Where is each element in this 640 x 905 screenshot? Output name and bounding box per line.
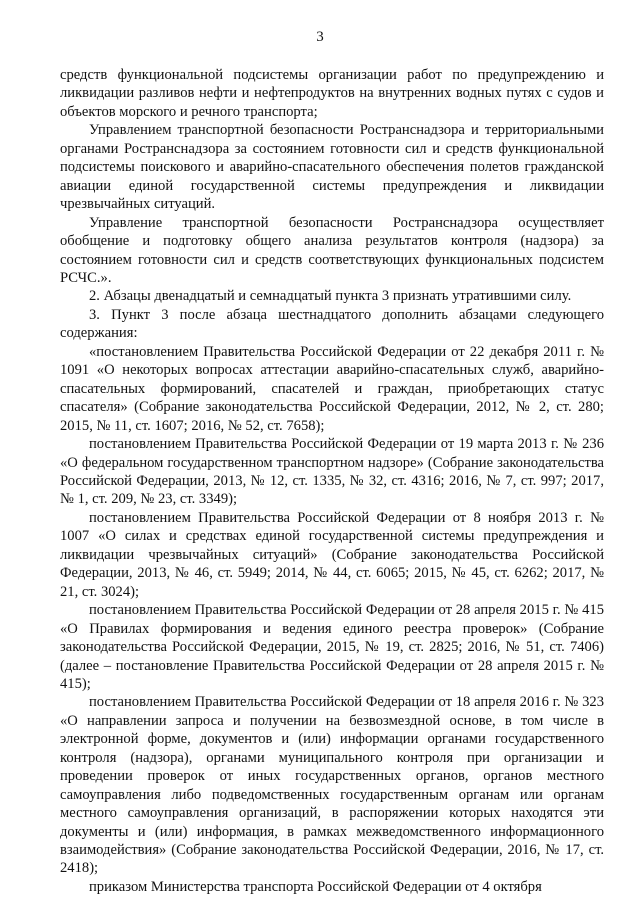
paragraph: 3. Пункт 3 после абзаца шестнадцатого дополнить абзацами следующего содержания: <box>60 306 604 342</box>
paragraph: постановлением Правительства Российской Федерации от 18 апреля 2016 г. № 323 «О направлении запроса и получении на безвозмездной основе, в том числе в электронной форме, документов и (или) информации органами государственного контроля (надзора), органами муниципального контроля при организации и проведении проверок от иных государственных органов, органов местного самоуправления либо подведомственных государственным органам или органам местного самоуправления организаций, в распоряжении которых находятся эти документы и (или) информация, в рамках межведомственного информационного взаимодействия» (Собрание законодательства Российской Федерации, 2016, № 17, ст. 2418); <box>60 694 604 877</box>
paragraph: постановлением Правительства Российской Федерации от 28 апреля 2015 г. № 415 «О Правилах формирования и ведения единого реестра проверок» (Собрание законодательства Российской Федерации, 2015, № 19, ст. 2825; 2016, № 51, ст. 7406) (далее – постановление Правительства Российской Федерации от 28 апреля 2015 г. № 415); <box>60 602 604 692</box>
paragraph: приказом Министерства транспорта Российской Федерации от 4 октября <box>89 878 542 895</box>
paragraph: постановлением Правительства Российской Федерации от 19 марта 2013 г. № 236 «О федеральном государственном транспортном надзоре» (Собрание законодательства Российской Федерации, 2013, № 12, ст. 1335, № 32, ст. 4316; 2016, № 7, ст. 997; 2017, № 1, ст. 209, № 23, ст. 3349); <box>60 436 604 508</box>
page-number: 3 <box>316 29 324 45</box>
paragraph: Управлением транспортной безопасности Ространснадзора и территориальными органами Ространснадзора за состоянием готовности сил и средств функциональной подсистемы поискового и аварийно-спасательного обеспечения полетов гражданской авиации единой государственной системы предупреждения и ликвидации чрезвычайных ситуаций. <box>60 122 604 213</box>
paragraph: средств функциональной подсистемы организации работ по предупреждению и ликвидации разливов нефти и нефтепродуктов на внутренних водных путях с судов и объектов морского и речного транспорта; <box>60 67 604 120</box>
paragraph: «постановлением Правительства Российской Федерации от 22 декабря 2011 г. № 1091 «О некоторых вопросах аттестации аварийно-спасательных служб, аварийно-спасательных формирований, спасателей и граждан, приобретающих статус спасателя» (Собрание законодательства Российской Федерации, 2012, № 2, ст. 280; 2015, № 11, ст. 1607; 2016, № 52, ст. 7658); <box>60 343 604 434</box>
document-body <box>60 66 604 896</box>
paragraph: 2. Абзацы двенадцатый и семнадцатый пункта 3 признать утратившими силу. <box>89 288 572 305</box>
paragraph: постановлением Правительства Российской Федерации от 8 ноября 2013 г. № 1007 «О силах и средствах единой государственной системы предупреждения и ликвидации чрезвычайных ситуаций» (Собрание законодательства Российской Федерации, 2013, № 46, ст. 5949; 2014, № 44, ст. 6065; 2015, № 45, ст. 6262; 2017, № 21, ст. 3024); <box>60 509 604 600</box>
paragraph: Управление транспортной безопасности Ространснадзора осуществляет обобщение и подготовку общего анализа результатов контроля (надзора) за состоянием готовности сил и средств соответствующих функциональных подсистем РСЧС.». <box>60 214 604 286</box>
